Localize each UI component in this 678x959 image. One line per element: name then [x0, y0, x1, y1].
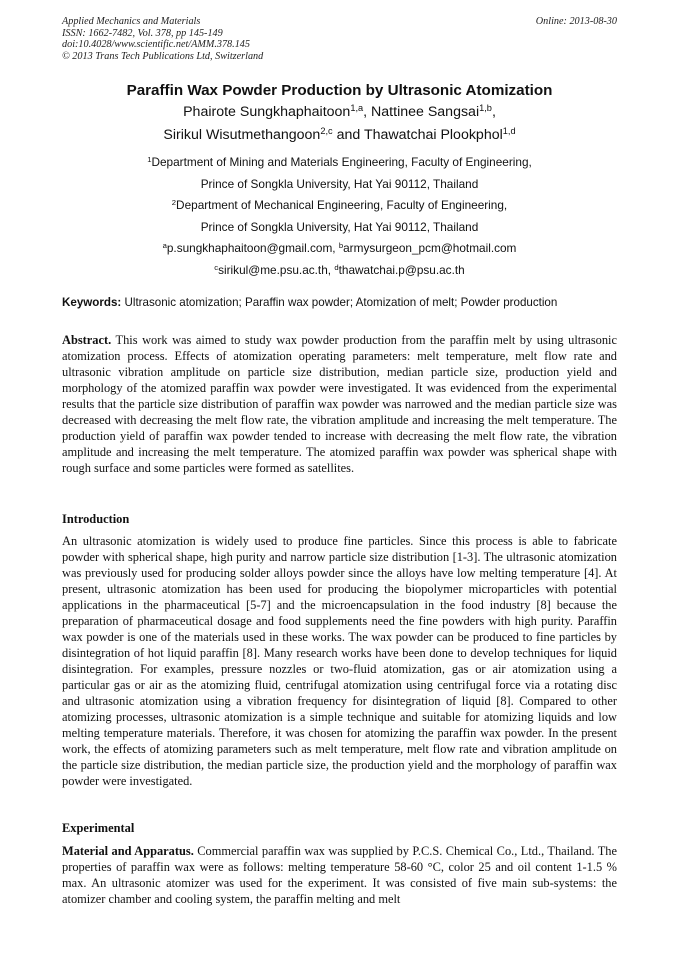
- author-sup: 2,c: [320, 125, 333, 136]
- author-separator: ,: [491, 104, 496, 120]
- section-heading-introduction: Introduction: [62, 512, 130, 526]
- journal-issn: ISSN: 1662-7482, Vol. 378, pp 145-149: [62, 27, 223, 39]
- email-sup: d: [334, 262, 339, 272]
- email-address[interactable]: p.sungkhaphaitoon@gmail.com: [166, 241, 333, 256]
- author-and: and: [332, 127, 364, 143]
- journal-name: Applied Mechanics and Materials: [62, 16, 201, 27]
- email-separator: ,: [332, 241, 339, 256]
- email-sup: a: [162, 241, 167, 251]
- author-separator: ,: [363, 104, 372, 120]
- author-list: [62, 101, 617, 147]
- author-name: Thawatchai Plookphol: [363, 127, 503, 143]
- introduction-text: An ultrasonic atomization is widely used to produce fine particles. Since this process is able to fabricate powder with spherical shape, high purity and narrow particle size distribution [1-3]. The ultrasonic atomization was previously used for producing solder alloys powder since the alloys have low melting temperature [4]. At present, ultrasonic atomization has been used for producing the biopolymer microparticles with potential applications in the pharmaceutical [5-7] and the microencapsulation in the food industry [8] because the preparation of pharmaceutical dosage and food supplements need the fine powders with high purity. Paraffin wax powder is one of the materials used in these works. The wax powder can be produced to fine particles by disintegration of hot liquid paraffin [8]. Many research works have been done to develop techniques for liquid disintegration. For examples, pressure nozzles or two-fluid atomization, gas or air atomization using a particular gas or air as the atomizing fluid, centrifugal atomization using centrifugal force via a rotating disc and ultrasonic atomization using a vibration frequency for disintegration of liquid [8]. Compared to other atomizing processes, ultrasonic atomization is a simple technique and suitable for atomizing liquids and low melting temperature materials. Therefore, it was chosen for atomizing the paraffin wax powder. In the present work, the effects of atomizing parameters such as melt temperature, melt flow rate and vibration amplitude on the particle size distribution, the median particle size, the production yield and the morphology of paraffin wax powder were investigated.: [62, 534, 617, 788]
- email-address[interactable]: thawatchai.p@psu.ac.th: [338, 262, 465, 277]
- journal-copyright: © 2013 Trans Tech Publications Ltd, Switzerland: [62, 50, 264, 62]
- affiliation-text: Department of Mining and Materials Engineering, Faculty of Engineering,: [151, 155, 532, 169]
- keywords-label: Keywords:: [62, 296, 122, 309]
- email-line: [62, 238, 617, 260]
- email-address[interactable]: armysurgeon_pcm@hotmail.com: [343, 241, 517, 256]
- affiliation-line: Prince of Songkla University, Hat Yai 90112, Thailand: [200, 219, 479, 234]
- journal-doi: doi:10.4028/www.scientific.net/AMM.378.145: [62, 39, 250, 51]
- paper-title: Paraffin Wax Powder Production by Ultrasonic Atomization: [126, 82, 553, 99]
- author-line-2: [62, 124, 617, 147]
- affiliation-line: Prince of Songkla University, Hat Yai 90112, Thailand: [200, 176, 479, 191]
- journal-header: [62, 16, 617, 62]
- affiliations: [62, 152, 617, 282]
- affiliation-line: [62, 195, 617, 217]
- abstract-text: This work was aimed to study wax powder production from the paraffin melt by using ultrasonic atomization process. Effects of atomization operating parameters: melt temperature, melt flow rate and ultrasonic vibration amplitude on particle size distribution, median particle size, production yield and morphology of the atomized paraffin wax powder were investigated. It was evidenced from the experimental results that the particle size distribution of paraffin wax powder was narrowed and the median particle size was decreased with decreasing the melt flow rate, the vibration amplitude and increasing the melt temperature. The production yield of paraffin wax powder tended to increase with decreasing the melt flow rate, the vibration amplitude and increasing the melt temperature. The atomized paraffin wax powder was spherical shape with rough surface and some particles were formed as satellites.: [62, 333, 617, 475]
- author-sup: 1,d: [502, 125, 516, 136]
- email-address[interactable]: sirikul@me.psu.ac.th: [218, 262, 328, 277]
- section-heading-experimental: Experimental: [62, 821, 135, 835]
- author-name: Nattinee Sangsai: [371, 104, 480, 120]
- keywords: [62, 295, 617, 311]
- author-sup: 1,b: [479, 102, 492, 113]
- online-date: Online: 2013-08-30: [535, 16, 617, 27]
- abstract-label: Abstract.: [62, 333, 112, 347]
- email-separator: ,: [327, 262, 335, 277]
- affiliation-text: Department of Mechanical Engineering, Faculty of Engineering,: [176, 198, 508, 213]
- experimental-text: [62, 843, 617, 907]
- affiliation-sup: 1: [147, 154, 152, 164]
- email-line: [62, 260, 617, 282]
- affiliation-line: [62, 152, 617, 174]
- keywords-text: Ultrasonic atomization; Paraffin wax powder; Atomization of melt; Powder production: [121, 296, 558, 309]
- email-sup: c: [214, 262, 219, 272]
- abstract: [62, 332, 617, 476]
- author-sup: 1,a: [350, 102, 364, 113]
- author-name: Phairote Sungkhaphaitoon: [183, 104, 351, 120]
- author-name: Sirikul Wisutmethangoon: [163, 127, 321, 143]
- experimental-body: Commercial paraffin wax was supplied by P.C.S. Chemical Co., Ltd., Thailand. The properties of paraffin wax were as follows: melting temperature 58-60 °C, color 25 and oil content 1-1.5 % max. An ultrasonic atomizer was used for the experiment. It was consisted of five main sub-systems: the atomizer chamber and cooling system, the paraffin melting and melt: [62, 844, 617, 906]
- affiliation-sup: 2: [171, 197, 177, 207]
- email-sup: b: [338, 241, 344, 251]
- subsection-lead: Material and Apparatus.: [62, 844, 194, 858]
- author-line-1: [62, 101, 617, 124]
